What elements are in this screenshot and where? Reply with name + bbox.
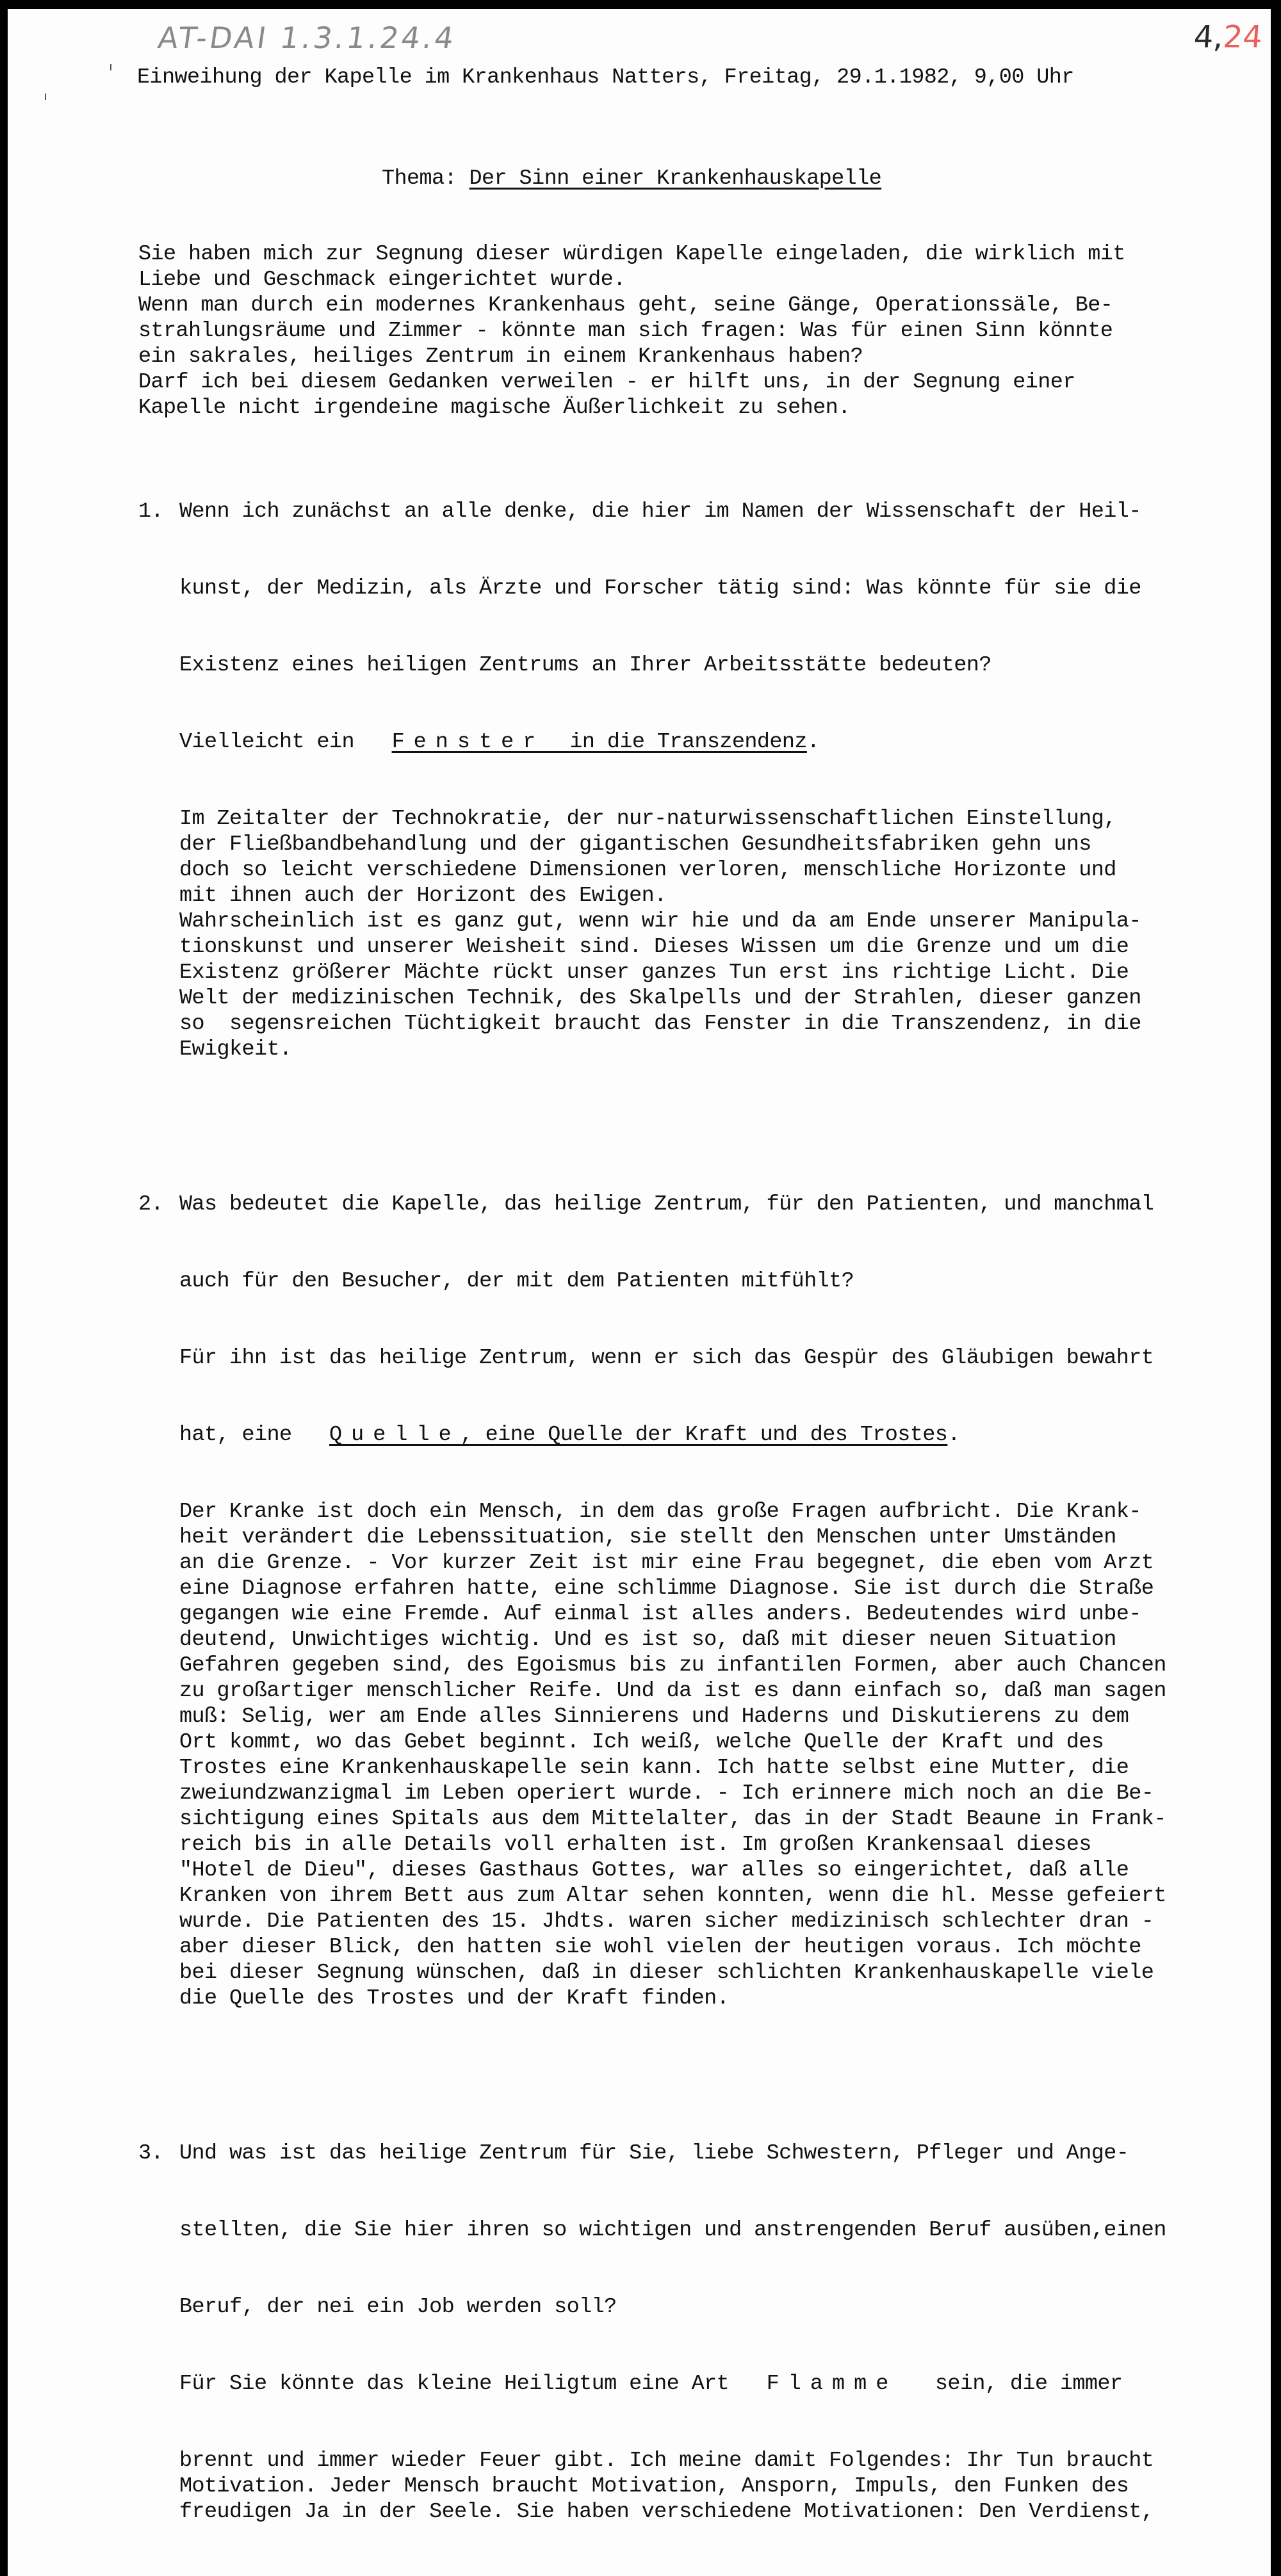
emphasis-prefix: Vielleicht ein	[179, 730, 355, 754]
emphasis-line	[138, 2371, 1271, 2397]
section-line-text: Und was ist das heilige Zentrum für Sie, liebe Schwestern, Pfleger und Ange-	[179, 2141, 1129, 2166]
section-line: heit verändert die Lebenssituation, sie stellt den Menschen unter Umständen	[179, 1525, 1116, 1550]
intro-paragraph	[138, 241, 1271, 421]
section-line: Motivation. Jeder Mensch braucht Motivation, Ansporn, Impuls, den Funken des	[179, 2474, 1129, 2499]
intro-line: strahlungsräume und Zimmer - könnte man sich fragen: Was für einen Sinn könnte	[138, 319, 1113, 343]
section-number: 3.	[138, 2141, 164, 2166]
section-line: reich bis in alle Details voll erhalten ist. Im großen Krankensaal dieses	[179, 1833, 1091, 1857]
thema-heading	[382, 166, 1271, 191]
emphasis-line	[138, 729, 1271, 755]
section-line: muß: Selig, wer am Ende alles Sinnierens und Haderns und Diskutierens zu dem	[179, 1705, 1129, 1729]
section-line: der Fließbandbehandlung und der gigantischen Gesundheitsfabriken gehn uns	[179, 832, 1091, 857]
section-line: Im Zeitalter der Technokratie, der nur-naturwissenschaftlichen Einstellung,	[179, 807, 1116, 831]
section-line: eine Diagnose erfahren hatte, eine schlimme Diagnose. Sie ist durch die Straße	[179, 1576, 1154, 1601]
section-2-after	[138, 1499, 1271, 2011]
section-1-after	[138, 806, 1271, 1062]
section-line: Ort kommt, wo das Gebet beginnt. Ich weiß, welche Quelle der Kraft und des	[179, 1730, 1104, 1754]
document-page	[8, 9, 1271, 2576]
emphasis-word: Fenster	[391, 730, 545, 754]
emphasis-end: .	[806, 730, 820, 754]
section-line: "Hotel de Dieu", dieses Gasthaus Gottes, war alles so eingerichtet, daß alle	[179, 1858, 1129, 1883]
section-line	[138, 499, 1271, 524]
intro-line: ein sakrales, heiliges Zentrum in einem Krankenhaus haben?	[138, 344, 863, 369]
intro-line: Wenn man durch ein modernes Krankenhaus geht, seine Gänge, Operationssäle, Be-	[138, 293, 1113, 318]
section-line: aber dieser Blick, den hatten sie wohl vielen der heutigen voraus. Ich möchte	[179, 1935, 1141, 1959]
section-line: Trostes eine Krankenhauskapelle sein kann. Ich hatte selbst eine Mutter, die	[179, 1756, 1129, 1780]
section-line: brennt und immer wieder Feuer gibt. Ich meine damit Folgendes: Ihr Tun braucht	[179, 2449, 1154, 2473]
section-line: Ewigkeit.	[179, 1037, 292, 1062]
emphasis-rest: sein, die immer	[934, 2372, 1123, 2396]
document-body	[8, 10, 1271, 2576]
section-line: Existenz größerer Mächte rückt unser ganzes Tun erst ins richtige Licht. Die	[179, 960, 1129, 985]
section-line-text: Wenn ich zunächst an alle denke, die hier im Namen der Wissenschaft der Heil-	[179, 499, 1141, 524]
section-line: Der Kranke ist doch ein Mensch, in dem das große Fragen aufbricht. Die Krank-	[179, 1500, 1141, 1524]
section-line: Welt der medizinischen Technik, des Skalpells und der Strahlen, dieser ganzen	[179, 986, 1141, 1010]
section-1	[138, 448, 1271, 1114]
emphasis-line	[138, 1422, 1271, 1448]
section-line: wurde. Die Patienten des 15. Jhdts. waren sicher medizinisch schlechter dran -	[179, 1909, 1154, 1934]
section-line: Beruf, der nei ein Job werden soll?	[179, 2295, 617, 2319]
section-line	[138, 1192, 1271, 1217]
emphasis-end: .	[947, 1423, 960, 1447]
section-line: sichtigung eines Spitals aus dem Mittelalter, das in der Stadt Beaune in Frank-	[179, 1807, 1166, 1831]
emphasis-prefix: hat, eine	[179, 1423, 292, 1447]
section-line: tionskunst und unserer Weisheit sind. Dieses Wissen um die Grenze und um die	[179, 935, 1129, 959]
section-line: kunst, der Medizin, als Ärzte und Forscher tätig sind: Was könnte für sie die	[179, 576, 1141, 601]
section-line: Kranken von ihrem Bett aus zum Altar sehen konnten, wenn die hl. Messe gefeiert	[179, 1884, 1166, 1908]
section-line: auch für den Besucher, der mit dem Patienten mitfühlt?	[179, 1269, 854, 1293]
section-2	[138, 1140, 1271, 2062]
archive-reference-handwritten: AT-DAI 1.3.1.24.4	[156, 20, 459, 55]
intro-line: Kapelle nicht irgendeine magische Äußerlichkeit zu sehen.	[138, 396, 851, 420]
emphasis-prefix: Für Sie könnte das kleine Heiligtum eine Art	[179, 2372, 730, 2396]
section-line: zu großartiger menschlicher Reife. Und da ist es dann einfach so, daß man sagen	[179, 1679, 1166, 1703]
section-line: Existenz eines heiligen Zentrums an Ihrer Arbeitsstätte bedeuten?	[179, 653, 991, 677]
section-number: 1.	[138, 499, 164, 524]
section-line: freudigen Ja in der Seele. Sie haben verschiedene Motivationen: Den Verdienst,	[179, 2500, 1154, 2524]
section-line: Gefahren gegeben sind, des Egoismus bis zu infantilen Formen, aber auch Chancen	[179, 1653, 1166, 1678]
section-line: Für ihn ist das heilige Zentrum, wenn er sich das Gespür des Gläubigen bewahrt	[179, 1346, 1154, 1370]
page-marker-volume: 4,	[1193, 19, 1225, 55]
section-line: stellten, die Sie hier ihren so wichtigen und anstrengenden Beruf ausüben,einen	[179, 2218, 1166, 2242]
intro-line: Sie haben mich zur Segnung dieser würdigen Kapelle eingeladen, die wirklich mit	[138, 242, 1125, 266]
section-line: an die Grenze. - Vor kurzer Zeit ist mir eine Frau begegnet, die eben vom Arzt	[179, 1551, 1154, 1575]
section-line: die Quelle des Trostes und der Kraft finden.	[179, 1986, 730, 2011]
emphasis-underlined	[392, 730, 807, 754]
section-line: doch so leicht verschiedene Dimensionen verloren, menschliche Horizonte und	[179, 858, 1116, 882]
section-3-after	[138, 2448, 1271, 2525]
section-line: bei dieser Segnung wünschen, daß in dieser schlichten Krankenhauskapelle viele	[179, 1961, 1154, 1985]
section-line: gegangen wie eine Fremde. Auf einmal ist alles anders. Bedeutendes wird unbe-	[179, 1602, 1141, 1626]
thema-label: Thema:	[382, 166, 457, 191]
thema-title: Der Sinn einer Krankenhauskapelle	[469, 166, 882, 191]
emphasis-word: Flamme	[766, 2372, 898, 2396]
section-line: mit ihnen auch der Horizont des Ewigen.	[179, 884, 667, 908]
intro-line: Liebe und Geschmack eingerichtet wurde.	[138, 268, 626, 292]
emphasis-word: Quelle	[329, 1423, 461, 1447]
section-line-text: Was bedeutet die Kapelle, das heilige Zentrum, für den Patienten, und manchmal	[179, 1192, 1154, 1217]
emphasis-rest: , eine Quelle der Kraft und des Trostes	[460, 1423, 948, 1447]
section-line: so segensreichen Tüchtigkeit braucht das Fenster in die Transzendenz, in die	[179, 1012, 1141, 1036]
section-line	[138, 2141, 1271, 2166]
section-line: zweiundzwanzigmal im Leben operiert wurde. - Ich erinnere mich noch an die Be-	[179, 1781, 1154, 1806]
page-marker-page: 24	[1221, 19, 1264, 55]
section-line: Wahrscheinlich ist es ganz gut, wenn wir hie und da am Ende unserer Manipula-	[179, 909, 1141, 934]
emphasis-underlined	[329, 1423, 947, 1447]
section-3	[138, 2089, 1271, 2576]
emphasis-rest: in die Transzendenz	[569, 730, 807, 754]
document-header: Einweihung der Kapelle im Krankenhaus Natters, Freitag, 29.1.1982, 9,00 Uhr	[137, 65, 1074, 90]
section-line: deutend, Unwichtiges wichtig. Und es ist so, daß mit dieser neuen Situation	[179, 1628, 1116, 1652]
section-number: 2.	[138, 1192, 164, 1217]
intro-line: Darf ich bei diesem Gedanken verweilen - er hilft uns, in der Segnung einer	[138, 370, 1075, 394]
